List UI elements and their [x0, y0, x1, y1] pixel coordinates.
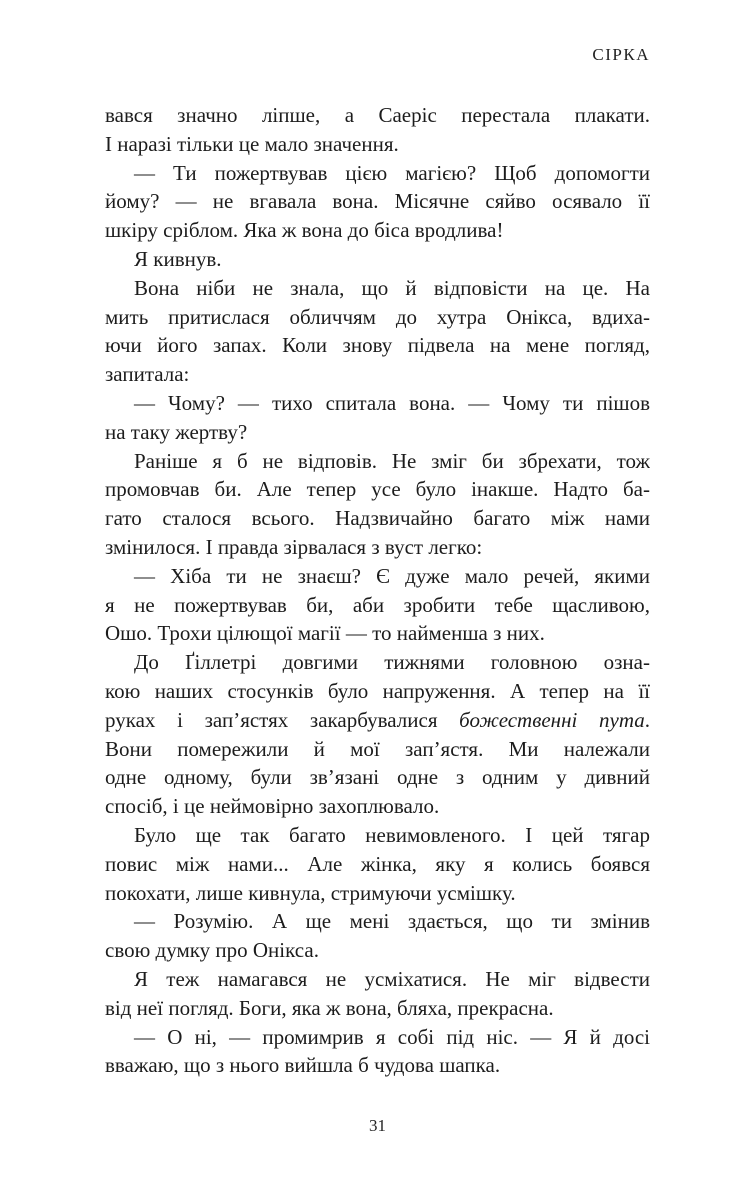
text-line — [105, 850, 650, 879]
text-line — [105, 1023, 650, 1052]
text-segment: — Чому? — тихо спитала вона. — Чому ти пішов — [134, 390, 650, 415]
text-line — [105, 1051, 650, 1080]
text-segment: гато сталося всього. Надзвичайно багато між нами — [105, 506, 650, 531]
text-segment: вався значно ліпше, а Саеріс перестала плакати. — [105, 103, 650, 127]
paragraph — [105, 907, 650, 965]
text-segment: До Ґіллетрі довгими тижнями головною озна- — [134, 650, 650, 675]
paragraph — [105, 245, 650, 274]
text-line — [105, 735, 650, 764]
text-segment: на таку жертву? — [105, 419, 248, 444]
text-segment: — Ти пожертвував цією магією? Щоб допомогти — [134, 160, 650, 185]
text-line — [105, 591, 650, 620]
text-segment: від неї погляд. Боги, яка ж вона, бляха, прекрасна. — [105, 995, 554, 1020]
text-line — [105, 562, 650, 591]
text-segment: руках і зап’ястях закарбувалися — [105, 707, 460, 732]
text-segment: одне одному, були зв’язані одне з одним у дивний — [105, 765, 650, 790]
text-line — [105, 360, 650, 389]
paragraph — [105, 1023, 650, 1081]
text-line — [105, 965, 650, 994]
text-line — [105, 936, 650, 965]
text-line — [105, 418, 650, 447]
paragraph — [105, 648, 650, 821]
paragraph — [105, 389, 650, 447]
paragraph — [105, 274, 650, 389]
text-segment: кою наших стосунків було напруження. А тепер на її — [105, 678, 650, 703]
text-line — [105, 389, 650, 418]
italic-text: божественні пута — [459, 707, 645, 732]
text-segment: . — [644, 707, 650, 732]
running-header: СІРКА — [592, 45, 650, 64]
text-line — [105, 907, 650, 936]
text-segment: ючи його запах. Коли знову підвела на мене погляд, — [105, 333, 650, 358]
text-segment: — Хіба ти не знаєш? Є дуже мало речей, якими — [134, 563, 650, 588]
text-line — [105, 475, 650, 504]
paragraph — [105, 562, 650, 648]
text-line — [105, 274, 650, 303]
text-segment: Я кивнув. — [134, 246, 222, 271]
text-line — [105, 245, 650, 274]
text-segment: змінилося. І правда зірвалася з вуст легко: — [105, 534, 483, 559]
text-segment: свою думку про Онікса. — [105, 938, 319, 963]
text-line — [105, 648, 650, 677]
body-text — [105, 101, 650, 1080]
paragraph — [105, 101, 650, 159]
text-segment: Було ще так багато невимовленого. І цей тягар — [134, 822, 650, 847]
text-segment: запитала: — [105, 362, 190, 387]
paragraph — [105, 965, 650, 1023]
text-segment: Раніше я б не відповів. Не зміг би збрехати, тож — [134, 448, 650, 473]
paragraph — [105, 447, 650, 562]
text-line — [105, 159, 650, 188]
text-line — [105, 879, 650, 908]
text-segment: І наразі тільки це мало значення. — [105, 131, 399, 156]
text-line — [105, 994, 650, 1023]
text-line — [105, 763, 650, 792]
text-line — [105, 101, 650, 130]
text-segment: спосіб, і це неймовірно захоплювало. — [105, 794, 440, 819]
text-line — [105, 447, 650, 476]
text-line — [105, 821, 650, 850]
text-segment: я не пожертвував би, аби зробити тебе щасливою, — [105, 592, 650, 617]
text-line — [105, 331, 650, 360]
text-line — [105, 130, 650, 159]
text-line — [105, 706, 650, 735]
text-line — [105, 619, 650, 648]
text-line — [105, 216, 650, 245]
text-segment: йому? — не вгавала вона. Місячне сяйво осявало її — [105, 189, 650, 214]
text-segment: — Розумію. А ще мені здається, що ти змінив — [134, 909, 650, 934]
text-segment: промовчав би. Але тепер усе було інакше. Надто ба- — [105, 477, 650, 502]
text-segment: вважаю, що з нього вийшла б чудова шапка. — [105, 1053, 501, 1078]
text-segment: Вона ніби не знала, що й відповісти на це. На — [134, 275, 650, 300]
text-line — [105, 533, 650, 562]
paragraph — [105, 159, 650, 245]
page-number: 31 — [369, 1116, 386, 1135]
text-segment: покохати, лише кивнула, стримуючи усмішку. — [105, 880, 516, 905]
text-segment: Вони помережили й мої зап’ястя. Ми належали — [105, 736, 650, 761]
paragraph — [105, 821, 650, 907]
text-segment: мить притислася обличчям до хутра Онікса, вдиха- — [105, 304, 650, 329]
text-segment: Я теж намагався не усміхатися. Не міг відвести — [134, 966, 650, 991]
text-segment: — О ні, — промимрив я собі під ніс. — Я й досі — [134, 1024, 650, 1049]
text-line — [105, 504, 650, 533]
text-segment: повис між нами... Але жінка, яку я колись боявся — [105, 851, 650, 876]
text-segment: шкіру сріблом. Яка ж вона до біса вродлива! — [105, 218, 504, 243]
text-segment: Ошо. Трохи цілющої магії — то найменша з них. — [105, 621, 545, 646]
text-line — [105, 187, 650, 216]
text-line — [105, 677, 650, 706]
text-line — [105, 303, 650, 332]
text-line — [105, 792, 650, 821]
